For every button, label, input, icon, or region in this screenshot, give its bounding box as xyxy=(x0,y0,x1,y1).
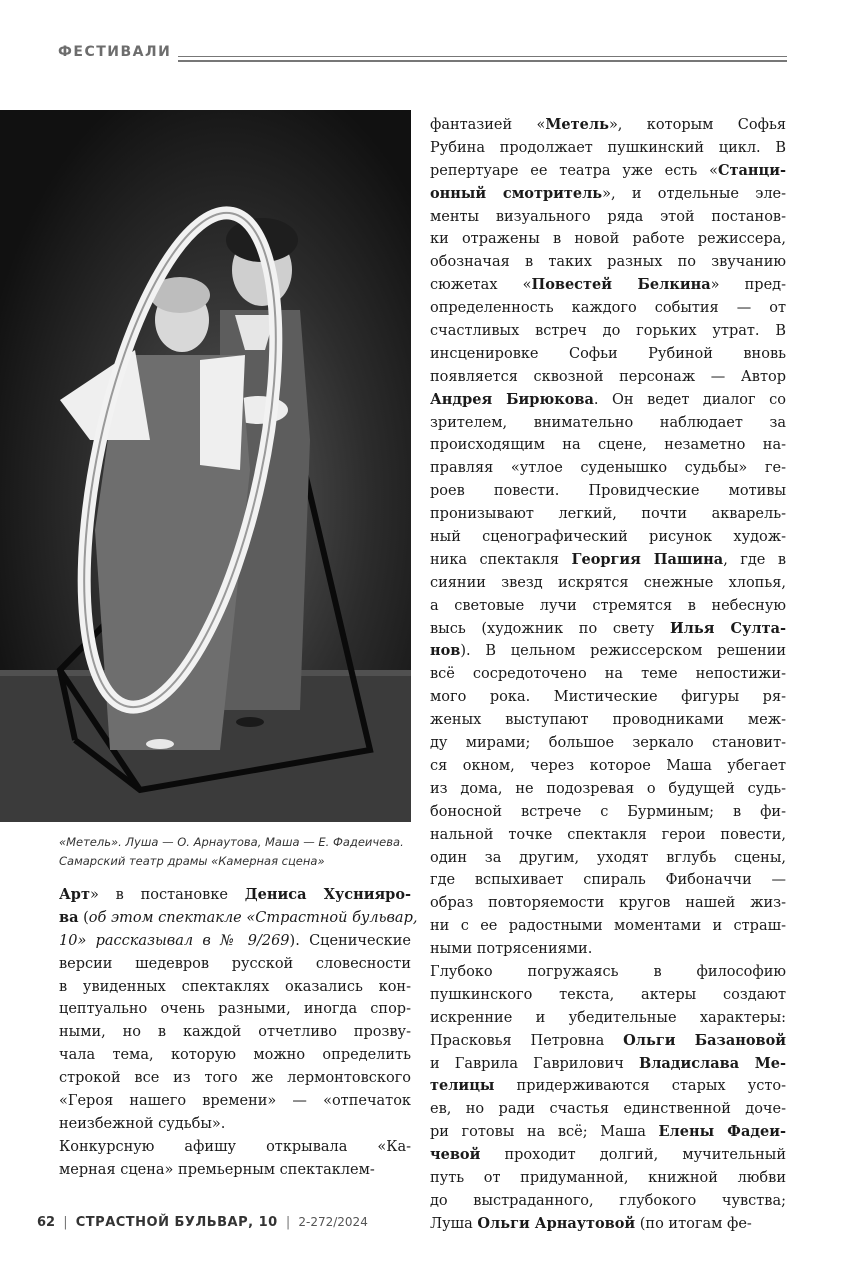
text-run: ный сценографический рисунок худож- xyxy=(430,529,786,546)
text-run: «Героя нашего времени» — «отпечаток xyxy=(59,1093,411,1110)
bold-text: онный смотритель xyxy=(430,184,603,202)
text-line xyxy=(430,938,786,961)
text-run: менты визуального ряда этой постанов- xyxy=(430,208,786,225)
magazine-title: СТРАСТНОЙ БУЛЬВАР, 10 xyxy=(75,1215,278,1230)
text-line xyxy=(430,686,786,709)
stage-photo-illustration xyxy=(0,110,411,822)
bold-text: Андрея Бирюкова xyxy=(430,390,594,408)
text-line xyxy=(430,228,786,251)
text-run: » пред- xyxy=(710,277,786,294)
text-line xyxy=(430,892,786,915)
text-line xyxy=(59,1159,411,1182)
text-run: пронизывают легкий, почти акварель- xyxy=(430,506,786,523)
text-run: (по итогам фе- xyxy=(635,1215,752,1232)
italic-text: об этом спектакле «Страстной бульвар, xyxy=(88,909,418,926)
text-run: в увиденных спектаклях оказались кон- xyxy=(59,978,411,995)
text-line xyxy=(59,930,411,953)
text-run: Прасковья Петровна xyxy=(430,1032,624,1049)
text-run: зрителем, внимательно наблюдает за xyxy=(430,414,786,431)
text-run: », и отдельные эле- xyxy=(602,185,787,202)
text-line xyxy=(59,1136,411,1159)
text-line xyxy=(430,503,786,526)
text-run: определенность каждого события — от xyxy=(430,300,786,317)
text-line xyxy=(430,137,786,160)
text-run: и Гаврила Гаврилович xyxy=(430,1055,639,1072)
text-line xyxy=(59,884,411,907)
bold-text: телицы xyxy=(430,1077,495,1095)
text-line xyxy=(430,595,786,618)
stage-photo xyxy=(0,110,411,822)
page-number: 62 xyxy=(37,1215,56,1230)
text-run: ри готовы на всё; Маша xyxy=(430,1124,659,1141)
text-run: а световые лучи стремятся в небесную xyxy=(430,597,786,614)
text-line xyxy=(430,1167,786,1190)
text-run: ся окном, через которое Маша убегает xyxy=(430,757,786,774)
text-line xyxy=(430,1190,786,1213)
text-line xyxy=(59,1113,411,1136)
text-run: ника спектакля xyxy=(430,551,572,568)
text-run: цептуально очень разными, иногда спор- xyxy=(59,1001,411,1018)
header-rule xyxy=(178,56,787,57)
text-run: версии шедевров русской словесности xyxy=(59,955,411,972)
text-line xyxy=(430,572,786,595)
text-line xyxy=(430,366,786,389)
caption-line: «Метель». Луша — О. Арнаутова, Маша — Е. Фадеичева. xyxy=(59,835,404,849)
text-run: ными потрясениями. xyxy=(430,941,593,958)
bold-text: ва xyxy=(59,908,79,926)
caption-line: Самарский театр драмы «Камерная сцена» xyxy=(59,854,325,868)
text-line xyxy=(430,801,786,824)
text-run: ду мирами; большое зеркало становит- xyxy=(430,735,786,752)
text-run: сиянии звезд искрятся снежные хлопья, xyxy=(430,574,786,591)
text-run: Луша xyxy=(430,1215,478,1232)
text-line xyxy=(430,915,786,938)
text-run: счастливых встреч до горьких утрат. В xyxy=(430,323,786,340)
text-line xyxy=(59,1090,411,1113)
text-run: искренние и убедительные характеры: xyxy=(430,1009,786,1026)
text-line xyxy=(430,549,786,572)
text-run: Конкурсную афишу открывала «Ка- xyxy=(59,1138,411,1155)
text-run: нальной точке спектакля герои повести, xyxy=(430,826,786,843)
text-line xyxy=(430,114,786,137)
bold-text: Георгия Пашина xyxy=(571,550,724,568)
text-run: из дома, не подозревая о будущей судь- xyxy=(430,780,786,797)
text-run: путь от придуманной, книжной любви xyxy=(430,1169,786,1186)
text-run: до выстраданного, глубокого чувства; xyxy=(430,1192,786,1209)
text-line xyxy=(430,961,786,984)
text-run: всё сосредоточено на теме непостижи- xyxy=(430,666,786,683)
bold-text: Дениса Хуснияро- xyxy=(244,886,412,903)
text-line xyxy=(430,824,786,847)
text-line xyxy=(430,755,786,778)
text-run: проходит долгий, мучительный xyxy=(480,1147,786,1164)
text-line xyxy=(430,869,786,892)
text-run: фантазией « xyxy=(430,117,546,133)
page-footer xyxy=(37,1215,368,1230)
text-line xyxy=(59,907,418,930)
bold-text: Илья Султа- xyxy=(669,619,786,637)
italic-text: 10» рассказывал в № 9/269 xyxy=(59,932,290,949)
text-line xyxy=(430,1007,786,1030)
text-line xyxy=(430,160,786,183)
section-label: ФЕСТИВАЛИ xyxy=(58,44,172,60)
text-run: Рубина продолжает пушкинский цикл. В xyxy=(430,139,786,156)
text-run: чала тема, которую можно определить xyxy=(59,1047,411,1064)
text-run: » в постановке xyxy=(89,887,245,903)
text-line xyxy=(430,343,786,366)
text-run: женых выступают проводниками меж- xyxy=(430,712,786,729)
text-line xyxy=(59,998,411,1021)
text-run: ). В цельном режиссерском решении xyxy=(460,643,786,660)
text-line xyxy=(430,640,786,663)
text-line xyxy=(59,953,411,976)
text-line xyxy=(430,320,786,343)
text-line xyxy=(430,984,786,1007)
text-run: правляя «утлое суденышко судьбы» ге- xyxy=(430,460,786,477)
text-run: один за другим, уходят вглубь сцены, xyxy=(430,849,786,866)
text-line xyxy=(430,251,786,274)
bold-text: Арт xyxy=(59,886,90,903)
text-line xyxy=(430,847,786,870)
header-rule-thick xyxy=(178,60,787,62)
text-run: ными, но в каждой отчетливо прозву- xyxy=(59,1024,411,1041)
text-run: обозначая в таких разных по звучанию xyxy=(430,254,786,271)
text-run: », которым Софья xyxy=(608,117,786,133)
text-line xyxy=(430,618,786,641)
text-line xyxy=(59,1021,411,1044)
text-line xyxy=(430,1213,786,1236)
text-line xyxy=(430,480,786,503)
text-line xyxy=(430,457,786,480)
footer-separator: | xyxy=(63,1215,68,1230)
article-column-left xyxy=(59,884,418,1182)
text-run: происходящим на сцене, незаметно на- xyxy=(430,437,786,454)
text-line xyxy=(430,1121,786,1144)
text-line xyxy=(430,732,786,755)
text-line xyxy=(430,206,786,229)
text-run: сюжетах « xyxy=(430,277,532,294)
text-run: . Он ведет диалог со xyxy=(593,391,787,408)
text-line xyxy=(430,663,786,686)
text-line xyxy=(430,709,786,732)
article-column-right xyxy=(430,114,786,1236)
text-line xyxy=(430,412,786,435)
text-line xyxy=(59,1067,411,1090)
text-run: где вспыхивает спираль Фибоначчи — xyxy=(430,872,786,889)
text-run: ( xyxy=(78,909,89,926)
photo-caption xyxy=(59,833,409,871)
text-line xyxy=(430,1144,786,1167)
text-run: ев, но ради счастья единственной доче- xyxy=(430,1101,786,1118)
issue-number: 2-272/2024 xyxy=(298,1215,368,1229)
bold-text: Метель xyxy=(545,116,609,133)
text-line xyxy=(430,1075,786,1098)
text-run: Глубоко погружаясь в философию xyxy=(430,963,786,980)
text-run: роев повести. Провидческие мотивы xyxy=(430,483,786,500)
text-line xyxy=(430,434,786,457)
bold-text: Елены Фадеи- xyxy=(658,1123,787,1141)
text-line xyxy=(430,297,786,320)
bold-text: нов xyxy=(430,642,461,660)
text-line xyxy=(59,1044,411,1067)
bold-text: Ольги Базановой xyxy=(623,1031,786,1049)
text-line xyxy=(430,1098,786,1121)
text-run: строкой все из того же лермонтовского xyxy=(59,1070,411,1087)
text-run: ). Сценические xyxy=(289,932,411,949)
page-header xyxy=(58,44,787,68)
text-run: инсценировке Софьи Рубиной вновь xyxy=(430,345,786,362)
bold-text: чевой xyxy=(430,1146,481,1164)
text-run: образ повторяемости кругов нашей жиз- xyxy=(430,895,786,912)
text-line xyxy=(430,778,786,801)
text-run: , где в xyxy=(723,551,786,568)
text-run: неизбежной судьбы». xyxy=(59,1115,226,1132)
bold-text: Владислава Ме- xyxy=(638,1054,786,1072)
footer-separator: | xyxy=(285,1215,291,1230)
text-line xyxy=(430,274,786,297)
text-run: придерживаются старых усто- xyxy=(494,1078,786,1095)
text-run: мерная сцена» премьерным спектаклем- xyxy=(59,1161,375,1178)
text-run: боносной встрече с Бурминым; в фи- xyxy=(430,803,786,820)
text-line xyxy=(430,1030,786,1053)
text-run: пушкинского текста, актеры создают xyxy=(430,986,786,1003)
text-line xyxy=(430,526,786,549)
text-run: мого рока. Мистические фигуры ря- xyxy=(430,689,786,706)
text-run: высь (художник по свету xyxy=(430,620,670,637)
text-run: ни с ее радостными моментами и страш- xyxy=(430,918,786,935)
bold-text: Станци- xyxy=(717,161,786,179)
text-line xyxy=(430,1053,786,1076)
text-run: репертуаре ее театра уже есть « xyxy=(430,162,718,179)
bold-text: Ольги Арнаутовой xyxy=(477,1214,636,1232)
text-line xyxy=(59,976,411,999)
text-line xyxy=(430,389,786,412)
text-run: ки отражены в новой работе режиссера, xyxy=(430,231,786,248)
bold-text: Повестей Белкина xyxy=(531,276,711,294)
text-line xyxy=(430,183,786,206)
text-run: появляется сквозной персонаж — Автор xyxy=(430,368,786,385)
